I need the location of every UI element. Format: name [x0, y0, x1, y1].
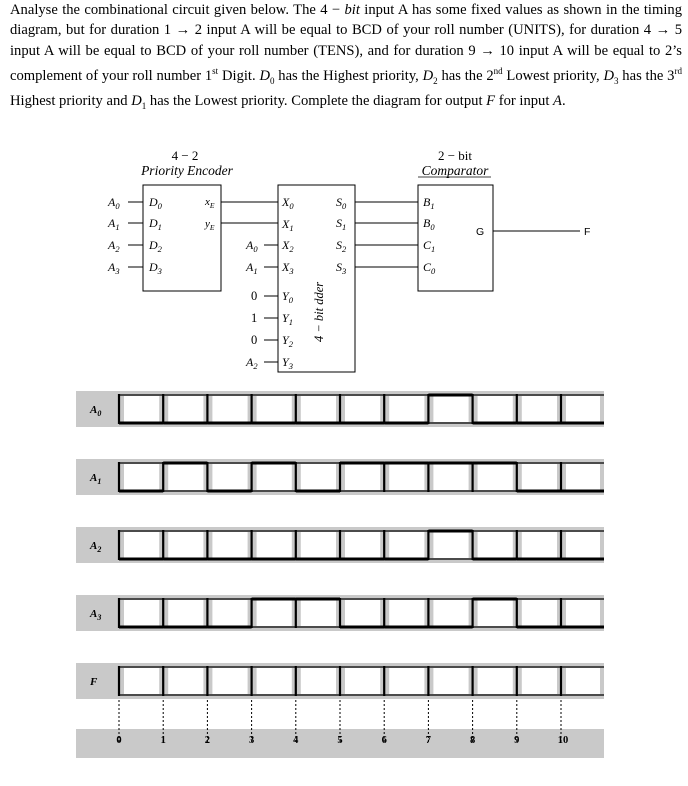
- timing-cell[interactable]: [566, 668, 600, 694]
- adder-pin-x3: $X_3$: [282, 260, 294, 276]
- timing-cell[interactable]: [212, 600, 247, 626]
- timing-cell[interactable]: [257, 396, 292, 422]
- comparator-pin-g: G: [476, 226, 485, 238]
- timing-cell[interactable]: [345, 600, 380, 626]
- timing-cell[interactable]: [433, 600, 468, 626]
- axis-tick-label: 3: [248, 735, 255, 746]
- comparator-pin-c0: $C_0$: [423, 260, 436, 276]
- comparator-title-line2: Comparator: [421, 163, 489, 178]
- timing-cell[interactable]: [257, 532, 292, 558]
- adder-pin-s2: $S_2$: [336, 238, 347, 254]
- timing-row-a3: [76, 595, 604, 631]
- timing-cell[interactable]: [478, 668, 513, 694]
- question-text: Analyse the combinational circuit given below. The 4 − bit input A has some fixed values as shown in the timing diagram, but for duration 1 → 2 input A will be equal to BCD of your roll number (UNITS), for duration 4 → 5 input A will be equal to BCD of your roll number (TENS), and for duration 9 → 10 input A will be equal to 2’s complement of your roll number 1st Digit. $D_0$ has the Highest priority, $D_2$ has the 2nd Lowest priority, $D_3$ has the 3rd Highest priority and $D_1$ has the Lowest priority. Complete the diagram for output F for input A.: [10, 2, 682, 111]
- timing-cell[interactable]: [433, 668, 468, 694]
- timing-cell[interactable]: [478, 464, 513, 490]
- timing-cell[interactable]: [301, 668, 336, 694]
- adder-label: 4 − bit dder: [312, 281, 326, 342]
- timing-cell[interactable]: [478, 600, 513, 626]
- timing-cell[interactable]: [345, 464, 380, 490]
- timing-cell[interactable]: [124, 464, 159, 490]
- timing-row-label: $A_2$: [90, 540, 102, 554]
- timing-cell[interactable]: [124, 668, 159, 694]
- axis-tick-label: 0: [116, 735, 122, 746]
- axis-tick-label: 10: [557, 735, 569, 746]
- timing-cell[interactable]: [168, 600, 203, 626]
- comparator-pin-c1: $C_1$: [423, 238, 436, 254]
- output-label-f: F: [584, 226, 591, 238]
- comparator-pin-b0: $B_0$: [423, 216, 435, 232]
- adder-pin-y3: $Y_3$: [282, 355, 293, 371]
- timing-cell[interactable]: [212, 464, 247, 490]
- timing-cell[interactable]: [389, 532, 424, 558]
- timing-row-a2: [76, 527, 604, 563]
- encoder-title-line1: 4 − 2: [171, 148, 199, 163]
- timing-cell[interactable]: [433, 532, 468, 558]
- axis-tick-label: 9: [514, 735, 520, 746]
- timing-cell[interactable]: [478, 532, 513, 558]
- timing-cell[interactable]: [168, 668, 203, 694]
- encoder-ext-input-0: $A_0$: [108, 195, 120, 211]
- axis-tick-label: 7: [425, 735, 432, 746]
- timing-cell[interactable]: [168, 396, 203, 422]
- timing-cell[interactable]: [124, 600, 159, 626]
- encoder-ext-input-3: $A_3$: [108, 260, 120, 276]
- timing-cell[interactable]: [124, 532, 159, 558]
- encoder-pin-d1: $D_1$: [149, 216, 162, 232]
- timing-cell[interactable]: [522, 396, 557, 422]
- timing-cell[interactable]: [389, 396, 424, 422]
- timing-cell[interactable]: [212, 396, 247, 422]
- timing-cell[interactable]: [522, 600, 557, 626]
- timing-row-label: $A_1$: [90, 472, 102, 486]
- comparator-title-line1: 2 − bit: [437, 148, 473, 163]
- timing-cell[interactable]: [257, 600, 292, 626]
- axis-tick-label: 5: [337, 735, 343, 746]
- axis-tick-label: 8: [469, 735, 476, 746]
- timing-row-a1: [76, 459, 604, 495]
- timing-cell[interactable]: [124, 396, 159, 422]
- timing-cell[interactable]: [522, 668, 557, 694]
- adder-ext-y0: 0: [251, 289, 258, 303]
- timing-cell[interactable]: [345, 396, 380, 422]
- adder-ext-a1: $A_1$: [246, 260, 258, 276]
- encoder-ext-input-2: $A_2$: [108, 238, 120, 254]
- timing-cell[interactable]: [212, 532, 247, 558]
- adder-pin-y2: $Y_2$: [282, 333, 293, 349]
- timing-cell[interactable]: [522, 464, 557, 490]
- adder-pin-s3: $S_3$: [336, 260, 347, 276]
- timing-cell[interactable]: [345, 532, 380, 558]
- timing-cell[interactable]: [389, 600, 424, 626]
- adder-ext-y1: 1: [251, 311, 258, 325]
- timing-cell[interactable]: [168, 464, 203, 490]
- adder-pin-s1: $S_1$: [336, 216, 347, 232]
- timing-cell[interactable]: [566, 532, 600, 558]
- adder-ext-a2: $A_2$: [246, 355, 258, 371]
- adder-pin-s0: $S_0$: [336, 195, 347, 211]
- timing-cell[interactable]: [301, 396, 336, 422]
- adder-pin-y1: $Y_1$: [282, 311, 293, 327]
- encoder-pin-xe: $x_E$: [205, 196, 215, 210]
- timing-row-label: $A_3$: [90, 608, 102, 622]
- timing-cell[interactable]: [566, 464, 600, 490]
- timing-cell[interactable]: [522, 532, 557, 558]
- timing-cell[interactable]: [478, 396, 513, 422]
- axis-tick-label: 6: [381, 735, 387, 746]
- timing-cell[interactable]: [389, 668, 424, 694]
- encoder-pin-d3: $D_3$: [149, 260, 162, 276]
- adder-ext-a0: $A_0$: [246, 238, 258, 254]
- encoder-pin-ye: $y_E$: [205, 218, 215, 232]
- timing-cell[interactable]: [212, 668, 247, 694]
- encoder-title-line2: Priority Encoder: [141, 163, 233, 178]
- axis-tick-label: 2: [204, 735, 211, 746]
- timing-cell[interactable]: [301, 600, 336, 626]
- timing-cell[interactable]: [301, 464, 336, 490]
- adder-pin-x1: $X_1$: [282, 217, 294, 233]
- timing-cell[interactable]: [168, 532, 203, 558]
- timing-cell[interactable]: [345, 668, 380, 694]
- timing-cell[interactable]: [433, 464, 468, 490]
- timing-cell[interactable]: [566, 600, 600, 626]
- timing-cell[interactable]: [257, 464, 292, 490]
- timing-row-label: F: [90, 676, 98, 688]
- adder-pin-x0: $X_0$: [282, 195, 294, 211]
- encoder-ext-input-1: $A_1$: [108, 216, 120, 232]
- timing-cell[interactable]: [566, 396, 600, 422]
- adder-pin-x2: $X_2$: [282, 238, 294, 254]
- timing-cell[interactable]: [433, 396, 468, 422]
- timing-row-f: [76, 663, 604, 699]
- timing-cell[interactable]: [389, 464, 424, 490]
- comparator-pin-b1: $B_1$: [423, 195, 435, 211]
- timing-row-a0: [76, 391, 604, 427]
- timing-row-label: $A_0$: [90, 404, 102, 418]
- timing-cell[interactable]: [257, 668, 292, 694]
- axis-tick-label: 4: [293, 735, 299, 746]
- encoder-pin-d2: $D_2$: [149, 238, 162, 254]
- encoder-pin-d0: $D_0$: [149, 195, 162, 211]
- adder-pin-y0: $Y_0$: [282, 289, 293, 305]
- axis-tick-label: 1: [160, 735, 166, 746]
- adder-ext-y2: 0: [251, 333, 258, 347]
- timing-cell[interactable]: [301, 532, 336, 558]
